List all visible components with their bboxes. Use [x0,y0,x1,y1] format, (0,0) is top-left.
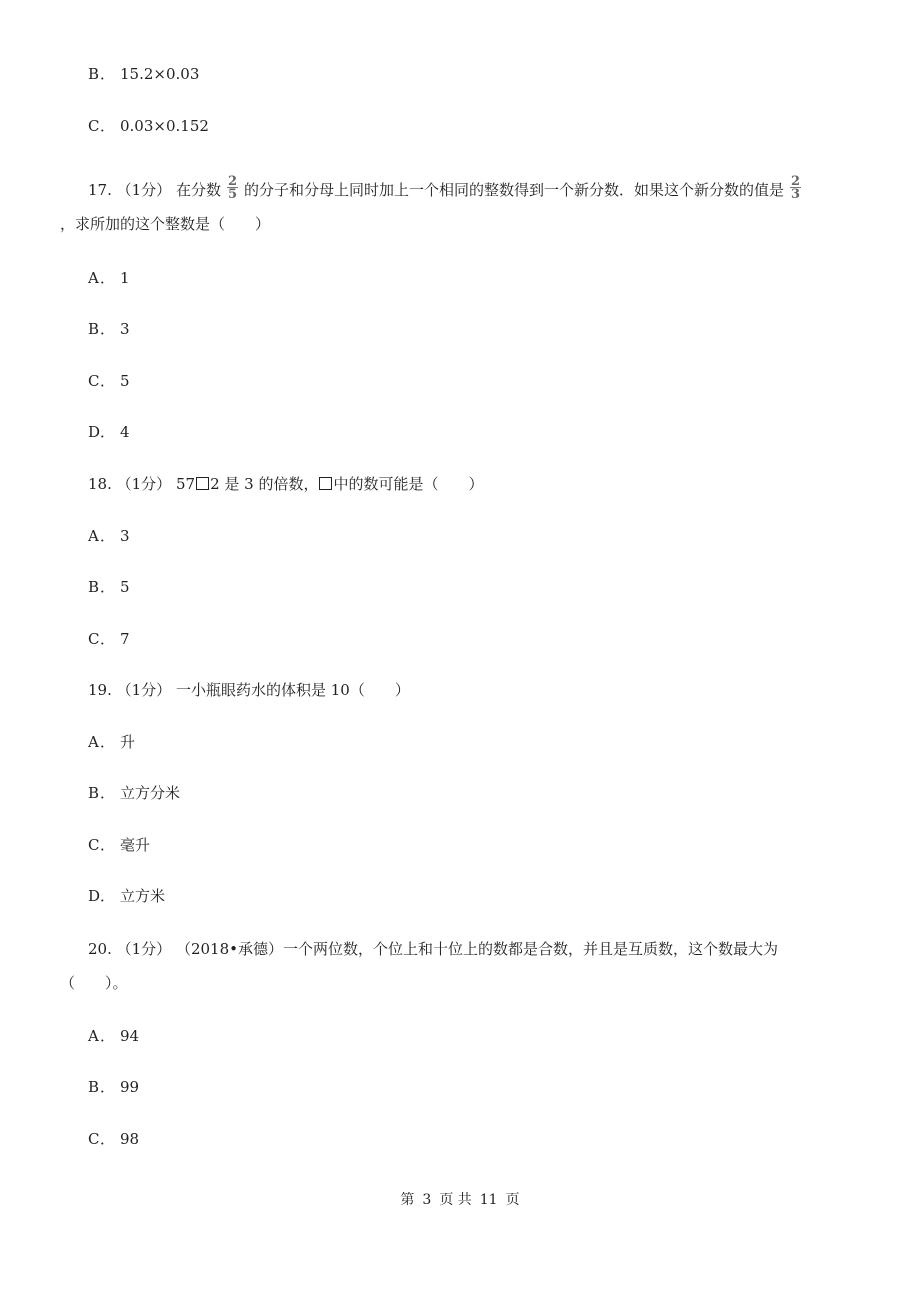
option-b: B． 99 [88,1078,140,1096]
question-number: 17. [88,181,112,199]
page-total: 11 [479,1192,498,1208]
question-text: 2 是 3 的倍数， [210,475,319,493]
fraction-2-5: $\frac{2}{5}$ [227,174,238,202]
blank-box-icon [319,477,332,490]
option-a: A． 1 [88,269,130,287]
page-footer: 第 3 页 共 11 页 [400,1192,520,1208]
option-b: B． 15.2×0.03 [88,65,200,83]
option-b: B． 3 [88,320,130,338]
question-text: 一个两位数，个位上和十位上的数都是合数，并且是互质数，这个数最大为 [283,940,779,958]
question-17-line2: ，求所加的这个整数是（ ） [60,215,271,233]
option-c: C． 5 [88,372,130,390]
fraction-2-3: $\frac{2}{3}$ [791,174,801,202]
question-17 [88,174,807,203]
option-a: A． 94 [88,1027,140,1045]
option-a: A． 升 [88,733,136,751]
option-text: 15.2×0.03 [120,65,200,83]
question-20-line2: （ ）。 [60,974,128,992]
option-b: B． 立方分米 [88,784,181,802]
question-score: （1分） [116,475,172,493]
question-number: 20. [88,940,112,958]
question-score: （1分） [116,681,172,699]
page-number: 3 [422,1192,432,1208]
question-source: （2018•承德） [175,940,283,958]
question-text: 一小瓶眼药水的体积是 10（ ） [175,681,410,699]
question-text: 57 [175,475,196,493]
question-text: 的分子和分母上同时加上一个相同的整数得到一个新分数．如果这个新分数的值是 [244,181,785,199]
option-c: C． 98 [88,1130,140,1148]
question-19 [88,680,410,700]
question-score: （1分） [116,181,172,199]
option-b: B． 5 [88,578,130,596]
option-c: C． 0.03×0.152 [88,117,209,135]
question-number: 19. [88,681,112,699]
question-text: 中的数可能是（ ） [333,475,484,493]
blank-box-icon [196,477,209,490]
option-c: C． 7 [88,630,130,648]
question-text: 在分数 [175,181,221,199]
option-a: A． 3 [88,527,130,545]
question-20 [88,939,778,959]
option-d: D． 4 [88,423,130,441]
question-score: （1分） [116,940,172,958]
option-d: D． 立方米 [88,887,166,905]
question-number: 18. [88,475,112,493]
option-c: C． 毫升 [88,836,151,854]
question-18 [88,474,483,494]
option-text: 0.03×0.152 [120,117,209,135]
